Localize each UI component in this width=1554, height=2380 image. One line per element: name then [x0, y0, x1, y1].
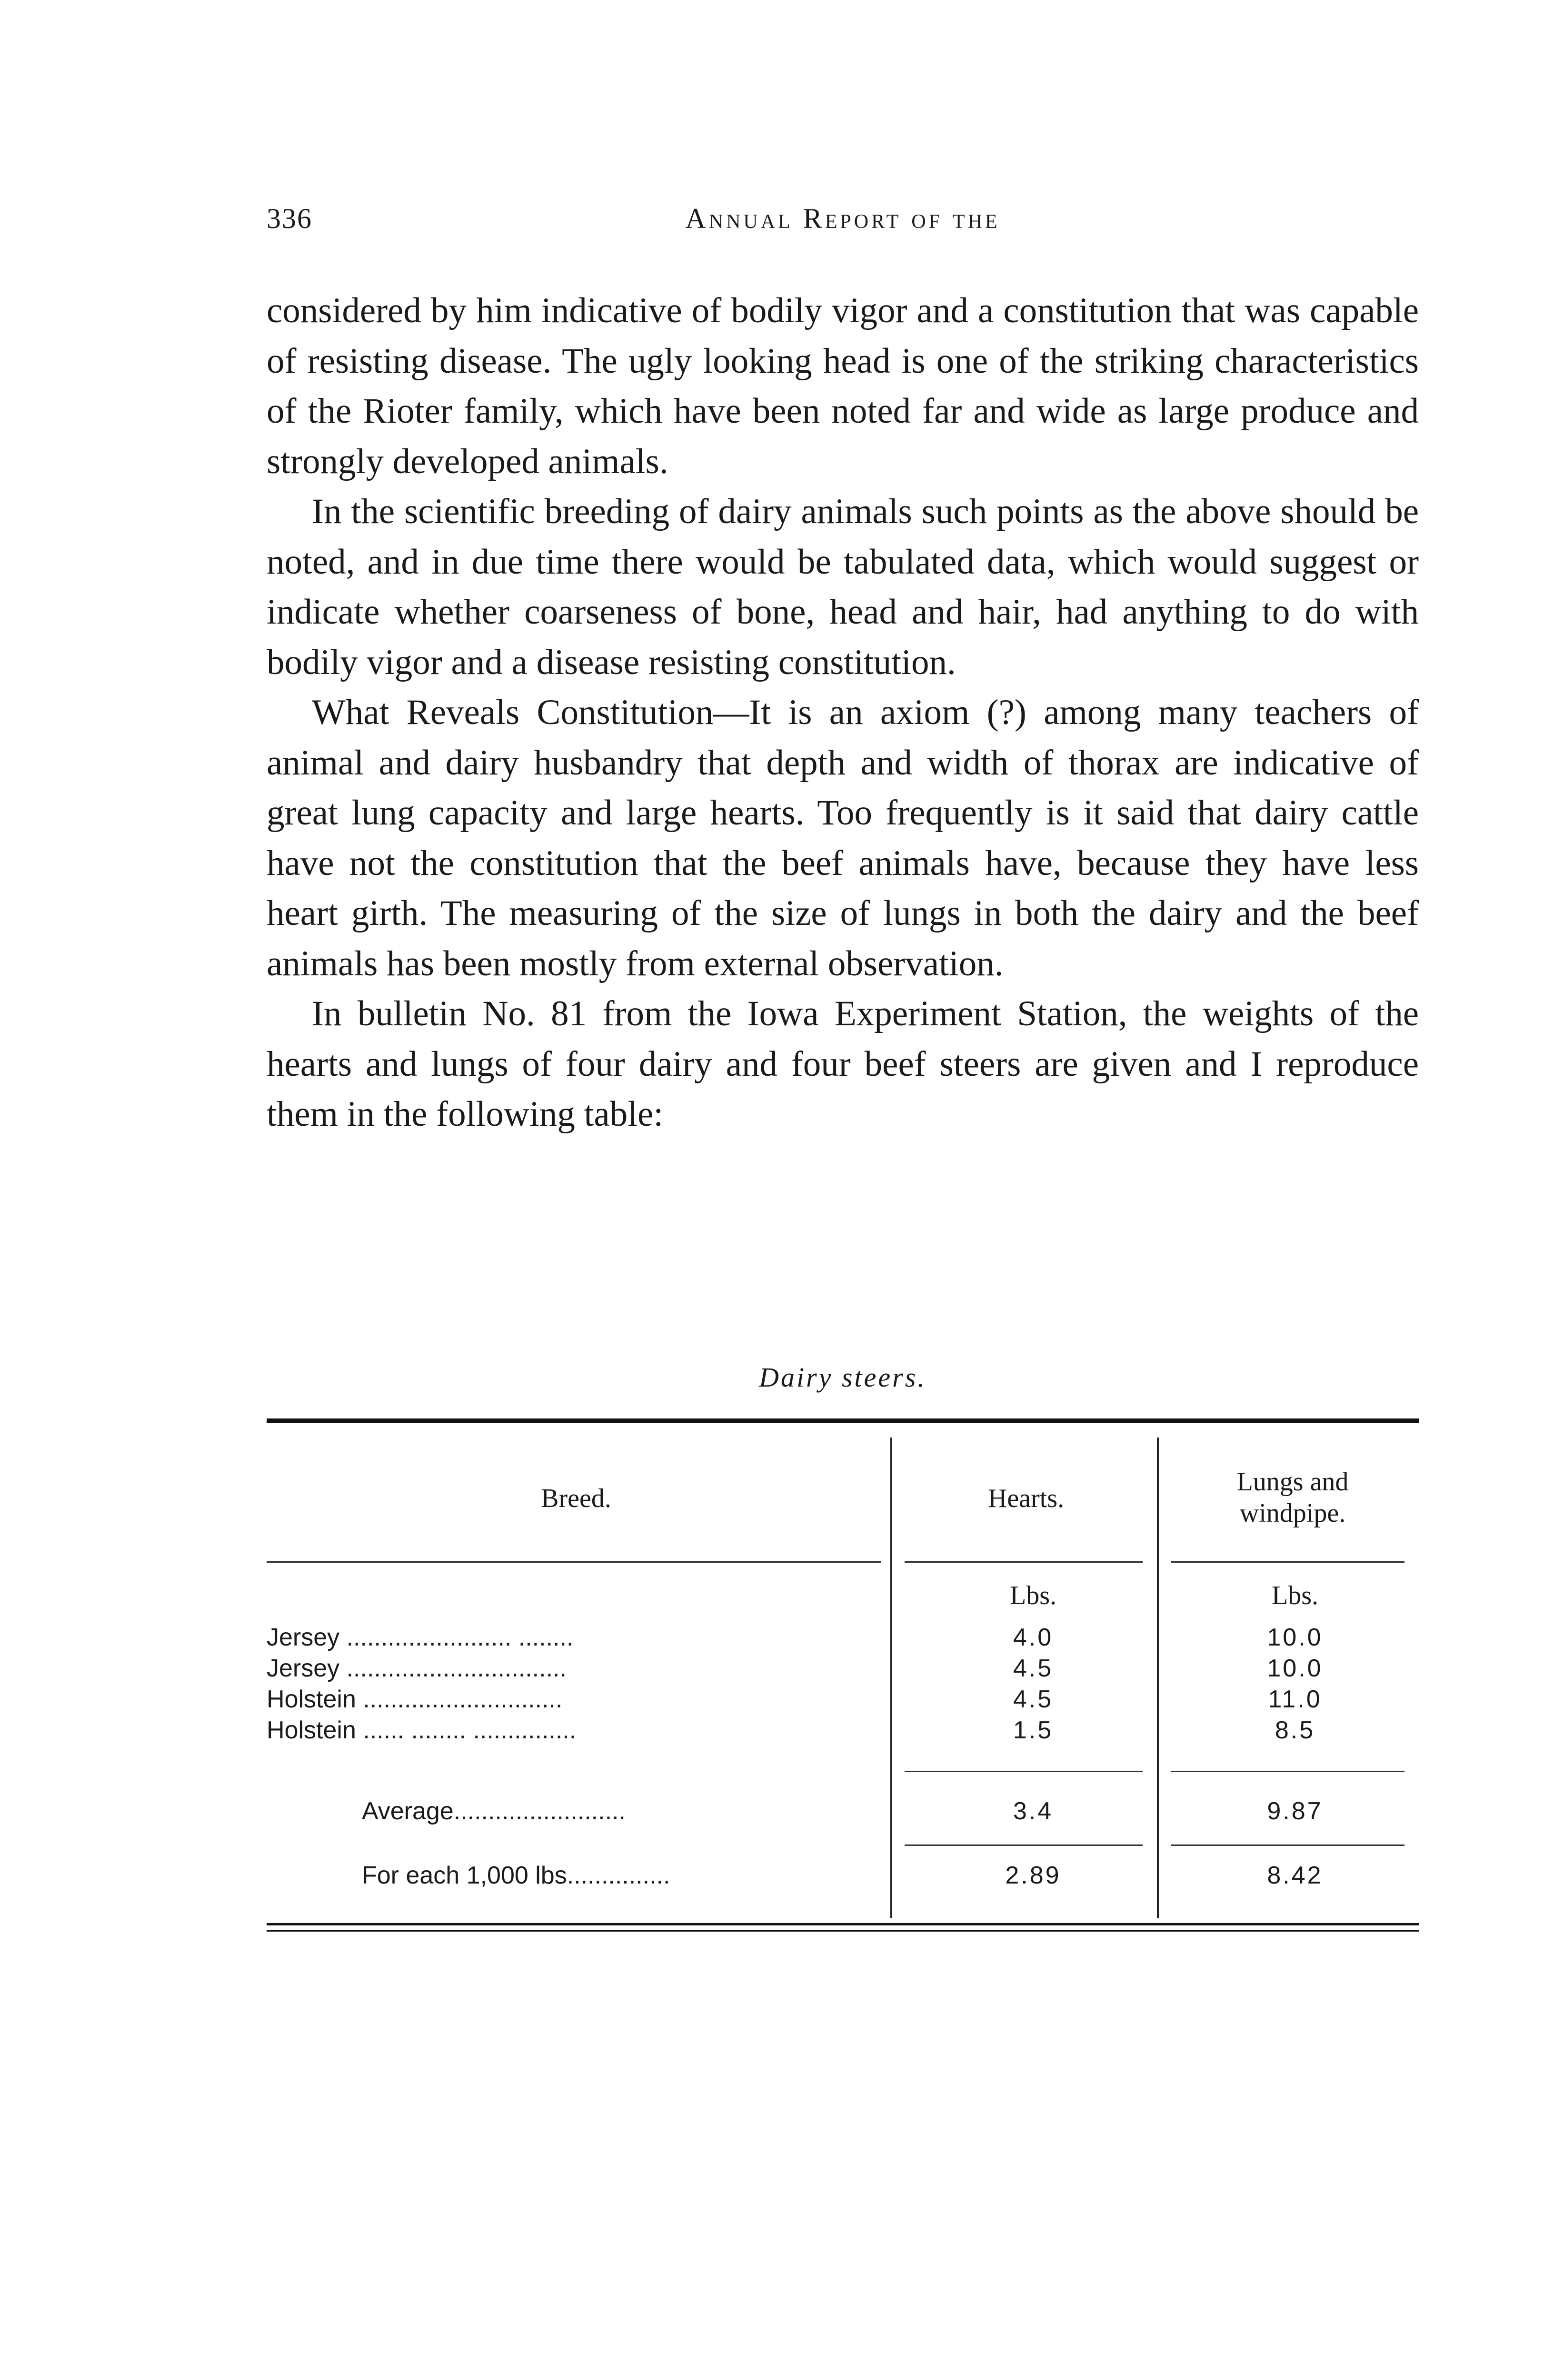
data-table [267, 1418, 1419, 1942]
table-cell-hearts: 4.0 [1013, 1624, 1054, 1651]
paragraph-4: In bulletin No. 81 from the Iowa Experiment Station, the weights of the hearts and lungs of four dairy and four beef steers are given and I reproduce them in the following table: [267, 994, 1419, 1134]
header-lungs [1166, 1466, 1419, 1529]
table-cell-hearts: 4.5 [1013, 1655, 1054, 1682]
table-cell-lungs: 11.0 [1268, 1686, 1322, 1713]
header-hearts: Hearts. [987, 1484, 1065, 1513]
page-number: 336 [267, 203, 312, 234]
per-thousand-hearts: 2.89 [1005, 1862, 1061, 1889]
table-cell-lungs: 10.0 [1267, 1655, 1323, 1682]
table-row-label: Jersey ........................ ........ [267, 1624, 574, 1651]
paragraph-1: considered by him indicative of bodily vigor and a constitution that was capable of resisting disease. The ugly looking head is one of the striking characteristics of the Rioter family, which have been noted far and wide as large produce and strongly developed animals. [267, 291, 1419, 481]
header-breed: Breed. [541, 1484, 611, 1513]
table-bottom-rule-2 [267, 1930, 1419, 1932]
table-caption: Dairy steers. [759, 1362, 926, 1393]
sum-rule-lungs [1171, 1771, 1405, 1772]
header-rule-hearts [905, 1561, 1143, 1563]
average-lungs: 9.87 [1267, 1797, 1323, 1825]
sum-rule-hearts [905, 1771, 1143, 1772]
per-thousand-rule-hearts [905, 1844, 1143, 1846]
paragraph-2: In the scientific breeding of dairy animals such points as the above should be noted, and in due time there would be tabulated data, which would suggest or indicate whether coarseness of bone, head and hair, had anything to do with bodily vigor and a disease resisting constitution. [267, 492, 1419, 682]
page-header [267, 202, 1419, 245]
per-thousand-label: For each 1,000 lbs............... [362, 1862, 670, 1889]
table-cell-lungs: 8.5 [1275, 1716, 1315, 1744]
body-text [267, 286, 1419, 1140]
per-thousand-rule-lungs [1171, 1844, 1405, 1846]
header-lungs-line1: Lungs and [1236, 1467, 1349, 1497]
column-divider-1 [890, 1438, 892, 1918]
table-cell-hearts: 4.5 [1013, 1686, 1054, 1713]
average-hearts: 3.4 [1013, 1797, 1054, 1825]
table-row-label: Holstein ...... ........ ............... [267, 1716, 577, 1744]
running-head: Annual Report of the [685, 203, 1000, 234]
header-rule-lungs [1171, 1561, 1405, 1563]
paragraph-3: What Reveals Constitution—It is an axiom (?) among many teachers of animal and dairy husbandry that depth and width of thorax are indicative of great lung capacity and large hearts. Too frequently is it said that dairy cattle have not the constitution that the beef animals have, because they have less heart girth. The measuring of the size of lungs in both the dairy and the beef animals has been mostly from external observation. [267, 693, 1419, 983]
unit-hearts: Lbs. [1010, 1581, 1056, 1610]
table-bottom-rule [267, 1923, 1419, 1925]
table-cell-hearts: 1.5 [1013, 1716, 1054, 1744]
unit-lungs: Lbs. [1272, 1581, 1318, 1610]
header-rule-breed [267, 1561, 881, 1563]
table-top-rule [267, 1418, 1419, 1423]
per-thousand-lungs: 8.42 [1267, 1862, 1323, 1889]
header-lungs-line2: windpipe. [1239, 1498, 1346, 1528]
table-cell-lungs: 10.0 [1267, 1624, 1323, 1651]
table-row-label: Jersey ................................ [267, 1655, 567, 1682]
table-row-label: Holstein ............................. [267, 1686, 563, 1713]
average-label: Average......................... [362, 1797, 626, 1825]
